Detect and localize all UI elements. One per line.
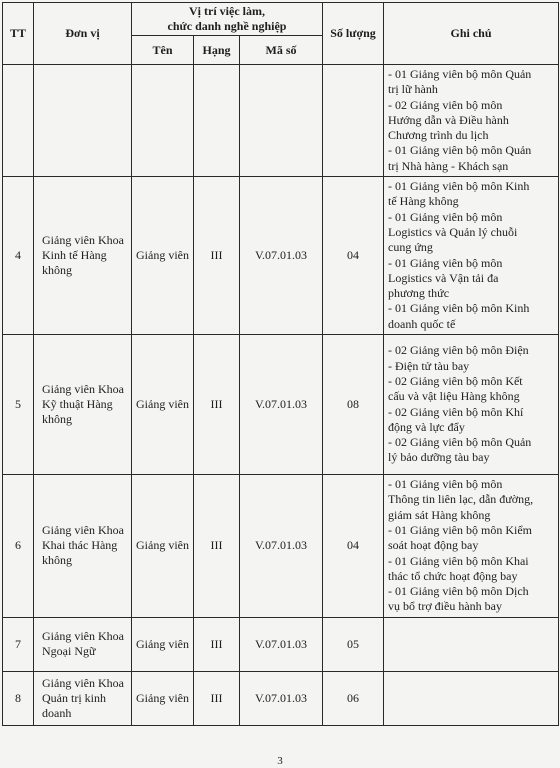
- note-line: - 01 Giảng viên bộ môn Kinh: [388, 301, 530, 316]
- rank-cell: III: [194, 475, 240, 618]
- note-line: trị lữ hành: [388, 82, 438, 97]
- code-cell: V.07.01.03: [240, 177, 323, 335]
- unit-cell: Giảng viên Khoa Kỹ thuật Hàng không: [34, 335, 132, 475]
- position-name-cell: Giảng viên: [132, 475, 194, 618]
- note-line: vụ bổ trợ điều hành bay: [388, 599, 502, 614]
- page-number: 3: [277, 755, 283, 767]
- rank-cell: III: [194, 671, 240, 725]
- rank-cell: III: [194, 617, 240, 671]
- note-line: - 01 Giảng viên bộ môn Kiểm: [388, 522, 532, 537]
- unit-cell: Giảng viên Khoa Khai thác Hàng không: [34, 475, 132, 618]
- note-line: - 02 Giảng viên bộ môn Điện: [388, 343, 529, 358]
- note-line: - 01 Giảng viên bộ môn Dịch: [388, 584, 529, 599]
- note-line: phương thức: [388, 286, 450, 301]
- note-line: Thông tin liên lạc, dẫn đường,: [388, 492, 534, 507]
- table-row: [3, 617, 559, 671]
- position-name-cell: Giảng viên: [132, 617, 194, 671]
- note-line: - 02 Giảng viên bộ môn Kết: [388, 373, 523, 388]
- header-position-line1: Vị trí việc làm,: [189, 4, 265, 18]
- notes-cell: [384, 617, 559, 671]
- header-notes: Ghi chú: [384, 3, 559, 65]
- header-rank: Hạng: [194, 36, 240, 65]
- note-line: - 02 Giảng viên bộ môn: [388, 97, 503, 112]
- header-position-line2: chức danh nghề nghiệp: [167, 19, 287, 33]
- notes-cell: [384, 671, 559, 725]
- table-row: [3, 65, 559, 177]
- unit-cell: Giảng viên Khoa Ngoại Ngữ: [34, 617, 132, 671]
- position-name-cell: Giảng viên: [132, 177, 194, 335]
- note-line: soát hoạt động bay: [388, 538, 479, 553]
- header-name: Tên: [132, 36, 194, 65]
- note-line: - 01 Giảng viên bộ môn Khai: [388, 553, 529, 568]
- quantity-cell: 06: [323, 671, 384, 725]
- note-line: - Điện tử tàu bay: [388, 358, 470, 373]
- header-quantity: Số lượng: [323, 3, 384, 65]
- note-line: cung ứng: [388, 240, 433, 255]
- quantity-cell: 08: [323, 335, 384, 475]
- note-line: - 01 Giảng viên bộ môn Quản: [388, 143, 532, 158]
- rank-cell: [194, 65, 240, 177]
- rank-cell: III: [194, 335, 240, 475]
- staffing-table: [2, 2, 559, 726]
- notes-cell: [384, 475, 559, 618]
- table-body: [3, 65, 559, 726]
- unit-cell: Giảng viên Khoa Quản trị kinh doanh: [34, 671, 132, 725]
- note-line: Hướng dẫn và Điều hành: [388, 112, 509, 127]
- header-tt: TT: [3, 3, 34, 65]
- unit-cell: Giảng viên Khoa Kinh tế Hàng không: [34, 177, 132, 335]
- note-line: tế Hàng không: [388, 194, 459, 209]
- code-cell: [240, 65, 323, 177]
- table-row: [3, 335, 559, 475]
- header-unit: Đơn vị: [34, 3, 132, 65]
- row-number: 6: [3, 475, 34, 618]
- notes-cell: [384, 65, 559, 177]
- note-line: lý bảo dưỡng tàu bay: [388, 450, 490, 465]
- note-line: thác tổ chức hoạt động bay: [388, 568, 518, 583]
- note-line: - 01 Giảng viên bộ môn Quản: [388, 67, 532, 81]
- table-row: [3, 475, 559, 618]
- code-cell: V.07.01.03: [240, 671, 323, 725]
- note-line: Logistics và Quản lý chuỗi: [388, 224, 518, 239]
- row-number: 5: [3, 335, 34, 475]
- note-line: - 02 Giảng viên bộ môn Quản: [388, 435, 532, 450]
- quantity-cell: 05: [323, 617, 384, 671]
- note-line: - 01 Giảng viên bộ môn: [388, 209, 503, 224]
- table-row: [3, 177, 559, 335]
- notes-cell: [384, 177, 559, 335]
- quantity-cell: 04: [323, 475, 384, 618]
- unit-cell: [34, 65, 132, 177]
- position-name-cell: Giảng viên: [132, 671, 194, 725]
- header-code: Mã số: [240, 36, 323, 65]
- notes-cell: [384, 335, 559, 475]
- note-line: - 01 Giảng viên bộ môn: [388, 477, 503, 492]
- note-line: Chương trình du lịch: [388, 128, 489, 143]
- code-cell: V.07.01.03: [240, 475, 323, 618]
- note-line: cấu và vật liệu Hàng không: [388, 389, 520, 404]
- position-name-cell: [132, 65, 194, 177]
- code-cell: V.07.01.03: [240, 617, 323, 671]
- note-line: - 01 Giảng viên bộ môn: [388, 255, 503, 270]
- quantity-cell: 04: [323, 177, 384, 335]
- row-number: 7: [3, 617, 34, 671]
- table-row: [3, 671, 559, 725]
- header-position: [132, 3, 323, 36]
- note-line: doanh quốc tế: [388, 316, 456, 331]
- position-name-cell: Giảng viên: [132, 335, 194, 475]
- row-number: 8: [3, 671, 34, 725]
- row-number: [3, 65, 34, 177]
- quantity-cell: [323, 65, 384, 177]
- note-line: Logistics và Vận tải đa: [388, 270, 499, 285]
- note-line: trị Nhà hàng - Khách sạn: [388, 158, 509, 173]
- row-number: 4: [3, 177, 34, 335]
- note-line: động và lực đẩy: [388, 419, 465, 434]
- note-line: giám sát Hàng không: [388, 507, 491, 522]
- note-line: - 01 Giảng viên bộ môn Kinh: [388, 179, 530, 194]
- code-cell: V.07.01.03: [240, 335, 323, 475]
- rank-cell: III: [194, 177, 240, 335]
- note-line: - 02 Giảng viên bộ môn Khí: [388, 404, 524, 419]
